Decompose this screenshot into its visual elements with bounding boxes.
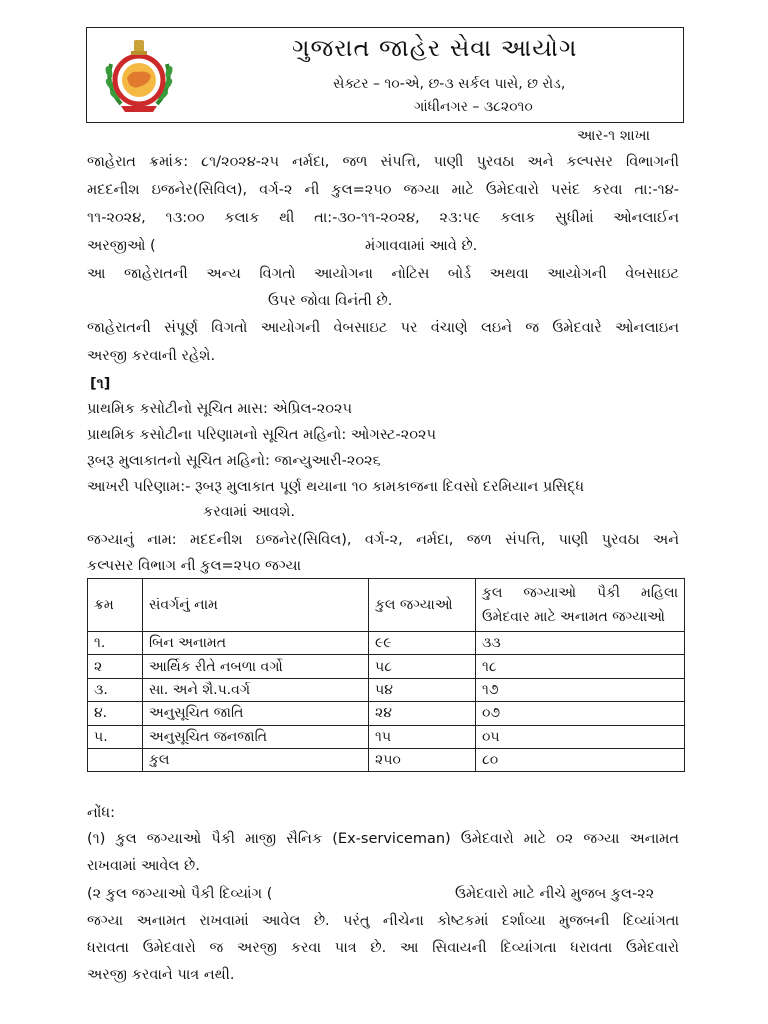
cell-category: સા. અને શૈ.પ.વર્ગ [143,678,369,701]
cell-total: ૫૪ [369,678,476,701]
address-line-2: ગાંધીનગર – ૩૮૨૦૧૦ [414,99,533,115]
address-line-1: સેક્ટર – ૧૦-એ, છ-૩ સર્કલ પાસે, છ રોડ, [333,76,566,92]
branch-label: આર-૧ શાખા [577,128,651,144]
letterhead-box [86,27,684,123]
header-women-line-1: કુલ જગ્યાઓ પૈકી મહિલા [482,585,678,601]
table-row [88,655,685,678]
note-2-line-1a: (૨ કુલ જગ્યાઓ પૈકી દિવ્યાંગ ( [87,886,273,902]
cell-total: ૨૫૦ [369,748,476,771]
cell-women: ૦૫ [476,725,685,748]
note-2-line-3: ધરાવતા ઉમેદવારો જ અરજી કરવા પાત્ર છે. આ સિવાયની દિવ્યાંગતા ધરાવતા ઉમેદવારો [87,940,679,956]
vacancy-table [87,578,685,772]
gpsc-emblem-icon [97,34,181,118]
post-name-line-2: કલ્પસર વિભાગ ની કુલ=૨૫૦ જગ્યા [87,558,302,574]
organization-name: ગુજરાત જાહેર સેવા આયોગ [292,34,578,62]
details-line-2: અરજી કરવાની રહેશે. [87,348,216,364]
table-row [88,702,685,725]
notes-heading: નોંધ: [87,805,116,821]
cell-category: અનુસૂચિત જનજાતિ [143,725,369,748]
cell-category: બિન અનામત [143,632,369,655]
note-1-line-1: (૧) કુલ જગ્યાઓ પૈકી માજી સૈનિક (Ex-serviceman) ઉમેદવારો માટે ૦૨ જગ્યા અનામત [87,831,679,847]
interview-month: રૂબરૂ મુલાકાતનો સૂચિત મહિનો: જાન્યુઆરી-૨૦૨૬ [87,453,381,469]
header-sr: ક્રમ [88,579,143,632]
prelim-exam-month: પ્રાથમિક કસોટીનો સૂચિત માસ: એપ્રિલ-૨૦૨૫ [87,401,353,417]
header-category: સંવર્ગનું નામ [143,579,369,632]
note-2-line-1b: ઉમેદવારો માટે નીચે મુજબ કુલ-૨૨ [455,886,655,902]
cell-sr: ૫. [88,725,143,748]
intro-line-4a: અરજીઓ ( [87,238,156,254]
cell-sr: ૩. [88,678,143,701]
note-2-line-2: જગ્યા અનામત રાખવામાં આવેલ છે. પરંતુ નીચેના કોષ્ટકમાં દર્શાવ્યા મુજબની દિવ્યાંગતા [87,913,679,929]
final-result-line-1: આખરી પરિણામ:- રૂબરૂ મુલાકાત પૂર્ણ થયાના ૧૦ કામકાજના દિવસો દરમિયાન પ્રસિદ્ધ [87,479,585,495]
cell-women: ૮૦ [476,748,685,771]
table-header-row [88,579,685,632]
header-total: કુલ જગ્યાઓ [369,579,476,632]
table-row [88,678,685,701]
intro-line-3: ૧૧-૨૦૨૪, ૧૩:૦૦ કલાક થી તા:-૩૦-૧૧-૨૦૨૪, ૨૩:૫૯ કલાક સુધીમાં ઓનલાઈન [87,210,679,226]
cell-category: આર્થિક રીતે નબળા વર્ગો [143,655,369,678]
cell-sr: ૪. [88,702,143,725]
table-row [88,632,685,655]
notice-line-1: આ જાહેરાતની અન્ય વિગતો આયોગના નોટિસ બોર્ડ અથવા આયોગની વેબસાઇટ [87,266,679,282]
intro-line-4b: મંગાવવામાં આવે છે. [365,238,478,254]
post-name-line-1: જગ્યાનું નામ: મદદનીશ ઇજનેર(સિવિલ), વર્ગ-૨, નર્મદા, જળ સંપત્તિ, પાણી પુરવઠા અને [87,532,679,548]
cell-women: ૩૩ [476,632,685,655]
header-women-reserved [476,579,685,632]
intro-line-1: જાહેરાત ક્રમાંક: ૮૧/૨૦૨૪-૨૫ નર્મદા, જળ સંપત્તિ, પાણી પુરવઠા અને કલ્પસર વિભાગની [87,154,679,170]
cell-total: ૫૮ [369,655,476,678]
cell-sr: ૧. [88,632,143,655]
notice-line-2: ઉપર જોવા વિનંતી છે. [268,293,393,309]
details-line-1: જાહેરાતની સંપૂર્ણ વિગતો આયોગની વેબસાઇટ પર વંચાણે લઇને જ ઉમેદવારે ઓનલાઇન [87,320,679,336]
cell-sr: ૨ [88,655,143,678]
cell-total: ૨૪ [369,702,476,725]
cell-category: કુલ [143,748,369,771]
cell-total: ૧૫ [369,725,476,748]
cell-total: ૯૯ [369,632,476,655]
header-women-line-2: ઉમેદવાર માટે અનામત જગ્યાઓ [482,609,665,625]
cell-women: ૧૮ [476,655,685,678]
note-2-line-4: અરજી કરવાને પાત્ર નથી. [87,967,235,983]
cell-sr [88,748,143,771]
section-marker: [૧] [90,376,111,392]
table-total-row [88,748,685,771]
prelim-result-month: પ્રાથમિક કસોટીના પરિણામનો સૂચિત મહિનો: ઓગસ્ટ-૨૦૨૫ [87,427,436,443]
intro-line-2: મદદનીશ ઇજનેર(સિવિલ), વર્ગ-૨ ની કુલ=૨૫૦ જગ્યા માટે ઉમેદવારો પસંદ કરવા તા:-૧૪- [87,182,679,198]
table-row [88,725,685,748]
cell-category: અનુસૂચિત જાતિ [143,702,369,725]
note-1-line-2: રાખવામાં આવેલ છે. [87,858,200,874]
final-result-line-2: કરવામાં આવશે. [203,504,295,520]
cell-women: ૧૭ [476,678,685,701]
cell-women: ૦૭ [476,702,685,725]
